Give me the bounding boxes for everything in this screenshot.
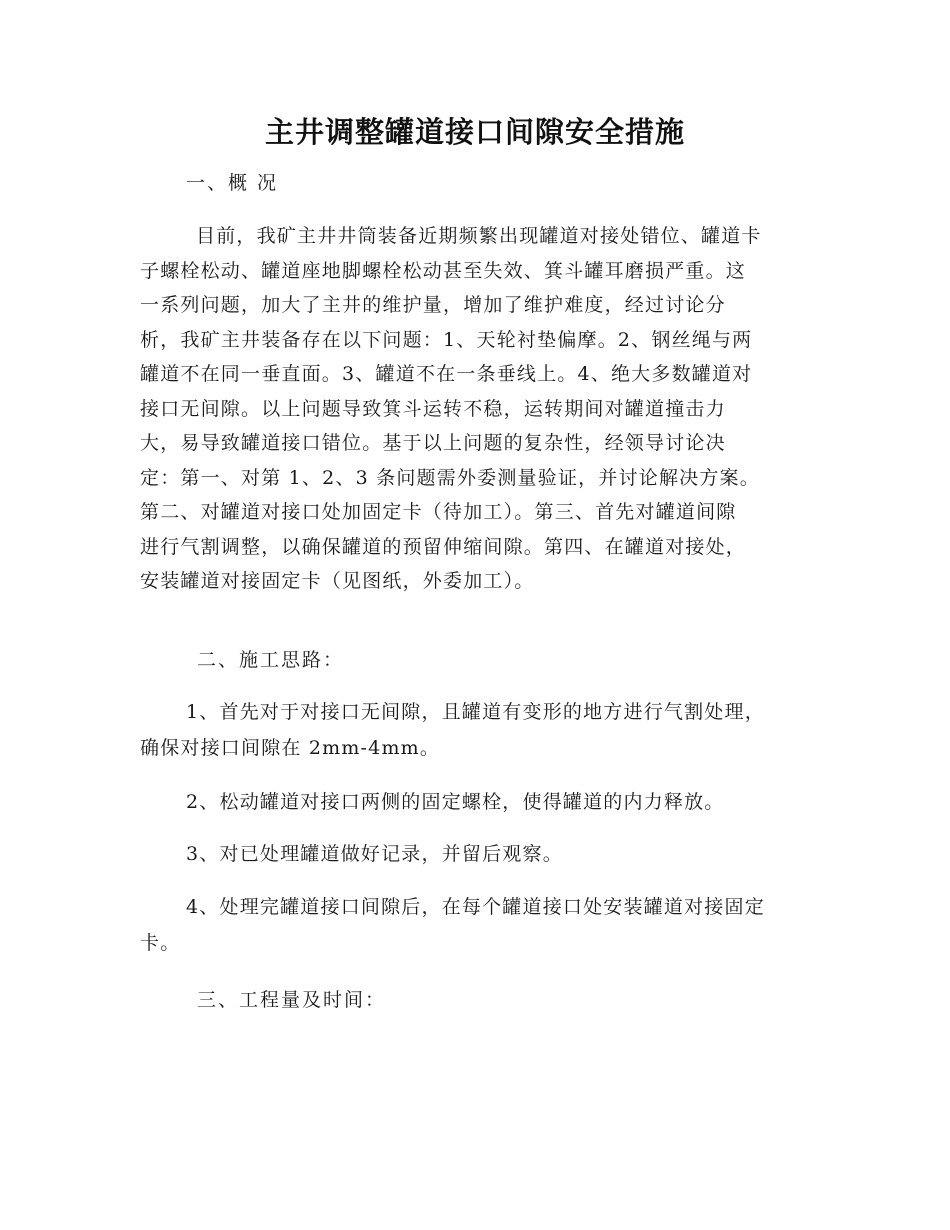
list-item-line: 3、对已处理罐道做好记录，并留后观察。 (186, 843, 563, 865)
paragraph-line: 大，易导致罐道接口错位。基于以上问题的复杂性，经领导讨论决 (140, 432, 726, 454)
list-item-line: 确保对接口间隙在 2mm-4mm。 (140, 737, 441, 759)
list-item-line: 4、处理完罐道接口间隙后，在每个罐道接口处安装罐道对接固定 (186, 896, 765, 918)
paragraph-line: 第二、对罐道对接口处加固定卡（待加工）。第三、首先对罐道间隙 (140, 501, 737, 523)
paragraph-line: 子螺栓松动、罐道座地脚螺栓松动甚至失效、箕斗罐耳磨损严重。这 (140, 259, 747, 282)
paragraph-line: 安装罐道对接固定卡（见图纸，外委加工）。 (140, 570, 535, 592)
paragraph-line: 定：第一、对第 1、2、3 条问题需外委测量验证，并讨论解决方案。 (140, 466, 760, 489)
list-item (140, 889, 820, 961)
paragraph-line: 罐道不在同一垂直面。3、罐道不在一条垂线上。4、绝大多数罐道对 (140, 363, 753, 385)
paragraph-line: 接口无间隙。以上问题导致箕斗运转不稳，运转期间对罐道撞击力 (140, 397, 726, 420)
paragraph-line: 目前，我矿主井井筒装备近期频繁出现罐道对接处错位、罐道卡 (196, 225, 762, 247)
paragraph-line: 进行气割调整，以确保罐道的预留伸缩间隙。第四、在罐道对接处， (140, 535, 747, 558)
section-heading-overview: 一、概 况 (186, 172, 279, 194)
list-item (140, 694, 820, 766)
list-item (140, 784, 820, 820)
list-item (140, 836, 820, 872)
section-heading-construction-approach: 二、施工思路： (197, 649, 345, 671)
paragraph-line: 一系列问题，加大了主井的维护量，增加了维护难度，经过讨论分 (140, 294, 726, 316)
list-item-line: 1、首先对于对接口无间隙，且罐道有变形的地方进行气割处理， (186, 701, 765, 723)
list-item-line: 卡。 (140, 932, 181, 954)
overview-paragraph (140, 219, 820, 599)
section-heading-workload-and-schedule: 三、工程量及时间： (197, 989, 387, 1011)
list-item-line: 2、松动罐道对接口两侧的固定螺栓，使得罐道的内力释放。 (186, 791, 725, 813)
paragraph-line: 析，我矿主井装备存在以下问题：1、天轮衬垫偏摩。2、钢丝绳与两 (140, 328, 753, 351)
document-title: 主井调整罐道接口间隙安全措施 (264, 115, 685, 149)
